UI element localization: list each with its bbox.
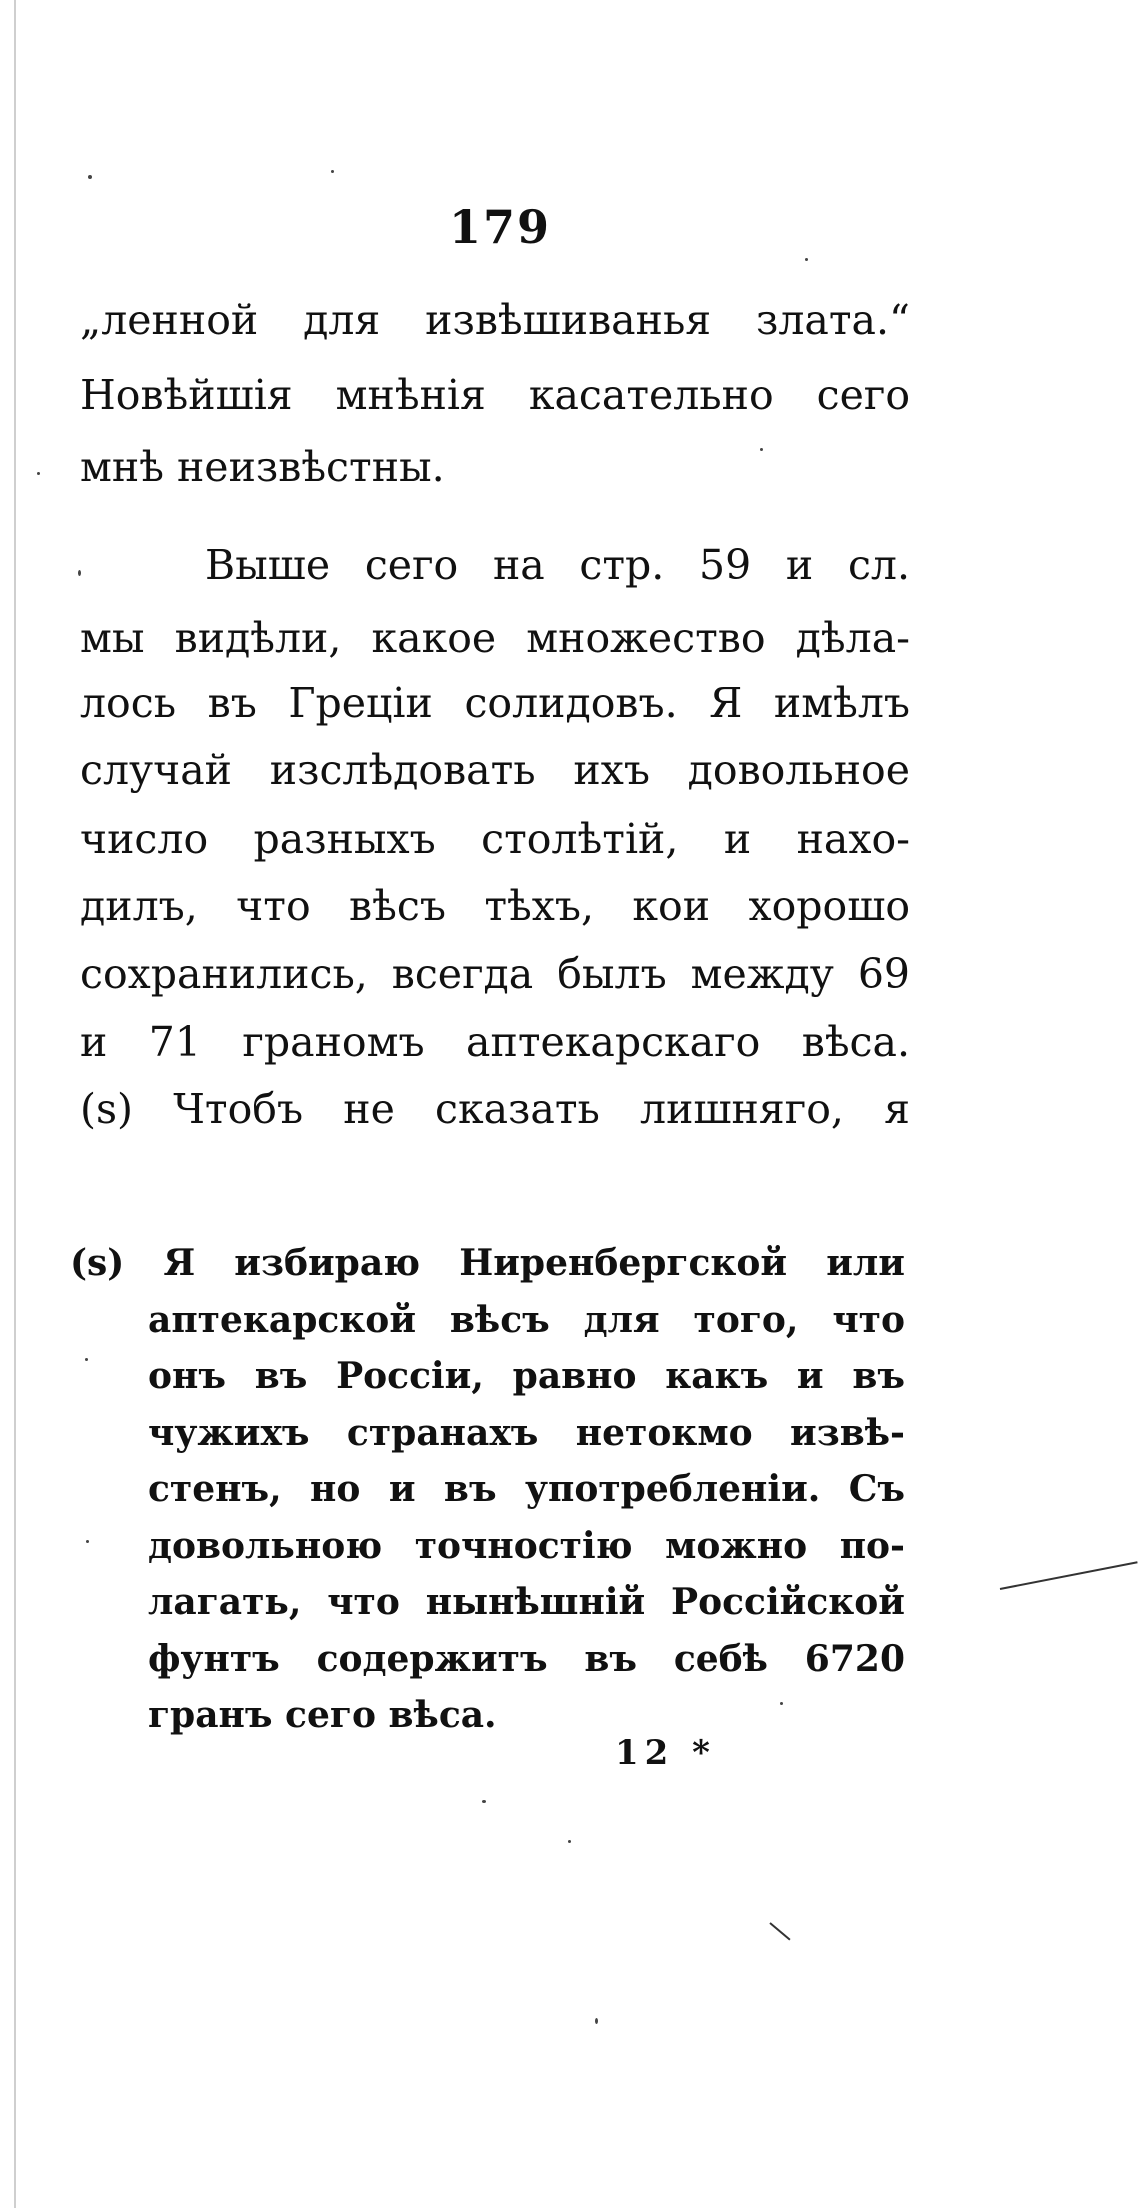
page-number: 179 <box>448 200 552 254</box>
margin-scratch <box>769 1922 790 1940</box>
scan-speck <box>331 170 334 173</box>
footnote-line: онъ въ Россіи, равно какъ и въ <box>148 1355 905 1397</box>
text-line: и 71 граномъ аптекарскаго вѣса. <box>80 1018 910 1066</box>
text-line: сохранились, всегда былъ между 69 <box>80 950 910 998</box>
footnote-line: стенъ, но и въ употребленіи. Съ <box>148 1468 905 1510</box>
scan-speck <box>37 472 40 475</box>
text-line: „ленной для извѣшиванья злата.“ <box>80 296 910 344</box>
footnote-line: фунтъ содержитъ въ себѣ 6720 <box>148 1638 905 1680</box>
scan-speck <box>86 1540 89 1543</box>
text-line: лось въ Греціи солидовъ. Я имѣлъ <box>80 679 910 727</box>
footnote-line: (s) Я избираю Ниренбергской или <box>70 1242 905 1284</box>
scan-speck <box>482 1800 486 1803</box>
footnote-line: гранъ сего вѣса. <box>148 1694 497 1736</box>
scan-speck <box>780 1702 783 1705</box>
paragraph-first-line: Выше сего на стр. 59 и сл. <box>205 541 910 589</box>
scan-speck <box>88 175 92 179</box>
scan-speck <box>760 448 763 451</box>
footnote-line: лагать, что нынѣшній Россійской <box>148 1581 905 1623</box>
footnote-line: довольною точностію можно по- <box>148 1525 905 1567</box>
footnote-line: чужихъ странахъ нетокмо извѣ- <box>148 1412 905 1454</box>
signature-mark: 12 * <box>615 1733 716 1773</box>
text-line: случай изслѣдовать ихъ довольное <box>80 746 910 794</box>
scan-speck <box>78 570 81 576</box>
text-line-footnote-ref: (s) Чтобъ не сказать лишняго, я <box>80 1085 910 1133</box>
scan-speck <box>85 1358 88 1361</box>
margin-scratch <box>1000 1561 1138 1590</box>
scan-speck <box>595 2018 598 2024</box>
scan-speck <box>805 258 808 261</box>
text-line: мнѣ неизвѣстны. <box>80 443 445 491</box>
page-edge-line <box>14 0 16 2208</box>
scan-speck <box>568 1840 571 1843</box>
text-line: дилъ, что вѣсъ тѣхъ, кои хорошо <box>80 882 910 930</box>
text-line: число разныхъ столѣтій, и нахо- <box>80 815 910 863</box>
text-line: Новѣйшія мнѣнія касательно сего <box>80 371 910 419</box>
text-line: мы видѣли, какое множество дѣла- <box>80 614 910 662</box>
footnote-line: аптекарской вѣсъ для того, что <box>148 1299 905 1341</box>
